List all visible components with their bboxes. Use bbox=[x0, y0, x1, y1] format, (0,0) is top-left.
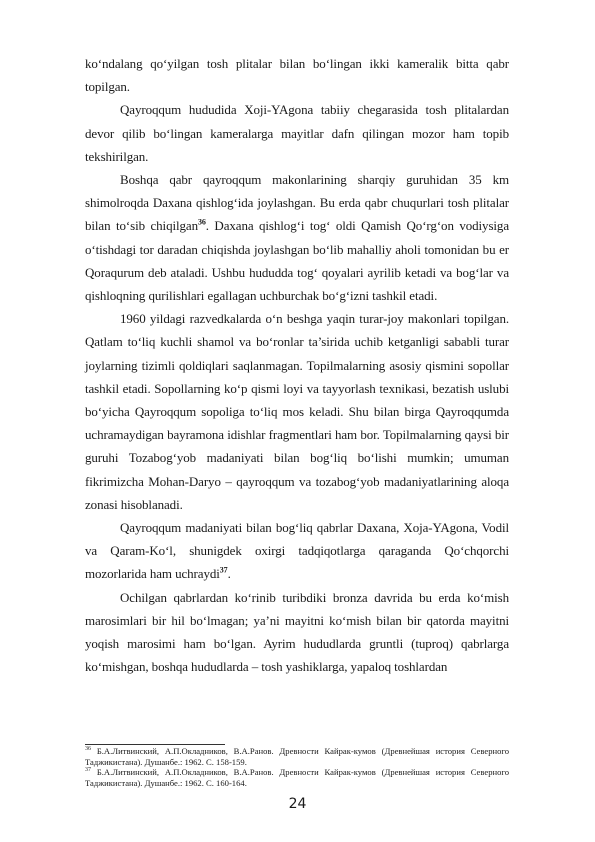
body-text bbox=[85, 52, 509, 678]
footnote-number: 36 bbox=[85, 746, 91, 753]
paragraph-text: . Daxana qishlog‘i tog‘ oldi Qamish Qo‘rg‘on vodiysiga o‘tishdagi tor daradan chiqishda joylashgan bo‘lib mahalliy aholi tomonidan bu er Qoraqurum deb ataladi. Ushbu hududda tog‘ qoyalari ayrilib ketadi va bog‘lar va qishloqning qurilishlari egallagan uchburchak bo‘g‘izni tashkil etadi. bbox=[85, 218, 509, 304]
paragraph-text: Qayroqqum madaniyati bilan bog‘liq qabrlar Daxana, Xoja-YAgona, Vodil va Qaram-Ko‘l, shunigdek oxirgi tadqiqotlarga qaraganda Qo‘chqorchi mozorlarida ham uchraydi bbox=[85, 520, 509, 582]
footnotes bbox=[85, 746, 509, 788]
paragraph: ko‘ndalang qo‘yilgan tosh plitalar bilan bo‘lingan ikki kameralik bitta qabr topilgan. bbox=[85, 56, 509, 95]
paragraph: Ochilgan qabrlardan ko‘rinib turibdiki bronza davrida bu erda ko‘mish marosimlari bir hil bo‘lmagan; ya’ni mayitni ko‘mish bilan bir qatorda mayitni yoqish marosimi ham bo‘lgan. Ayrim hududlarda gruntli (tuproq) qabrlarga ko‘mishgan, boshqa hududlarda – tosh yashiklarga, yapaloq toshlardan bbox=[85, 589, 509, 675]
footnote bbox=[85, 767, 509, 788]
footnote-text: Б.А.Литвинский, А.П.Окладников, В.А.Ранов. Древности Кайрак-кумов (Древнейшая история Северного Таджикистана). Душанбе.: 1962. С. 160-164. bbox=[85, 767, 509, 788]
footnote-ref[interactable]: 36 bbox=[197, 218, 206, 228]
page-number: 24 bbox=[288, 796, 307, 812]
paragraph-text: Boshqa qabr qayroqqum makonlarining sharqiy guruhidan 35 km shimolroqda Daxana qishlog‘ida joylashgan. Bu erda qabr chuqurlari tosh plitalar bilan to‘sib chiqilgan bbox=[85, 172, 509, 234]
footnote-ref[interactable]: 37 bbox=[219, 566, 228, 576]
footnote-separator bbox=[85, 744, 225, 745]
paragraph bbox=[85, 516, 509, 586]
footnote bbox=[85, 746, 509, 767]
footnote-text: Б.А.Литвинский, А.П.Окладников, В.А.Ранов. Древности Кайрак-кумов (Древнейшая история Северного Таджикистана). Душанбе.: 1962. С. 158-159. bbox=[85, 746, 509, 767]
paragraph bbox=[85, 168, 509, 307]
footnote-number: 37 bbox=[85, 767, 91, 774]
paragraph-text: . bbox=[227, 566, 231, 582]
paragraph: Qayroqqum hududida Xoji-YAgona tabiiy chegarasida tosh plitalardan devor qilib bo‘lingan kameralarga mayitlar dafn qilingan mozor ham topib tekshirilgan. bbox=[85, 102, 509, 164]
paragraph: 1960 yildagi razvedkalarda o‘n beshga yaqin turar-joy makonlari topilgan. Qatlam to‘liq kuchli shamol va bo‘ronlar ta’sirida uchib ketganligi sababli turar joylarning tizimli qoldiqlari saqlanmagan. Topilmalarning asosiy qismini sopollar tashkil etadi. Sopollarning ko‘p qismi loyi va tayyorlash texnikasi, bezatish uslubi bo‘yicha Qayroqqum sopoliga to‘liq mos keladi. Shu bilan birga Qayroqqumda uchramaydigan bayramona idishlar fragmentlari ham bor. Topilmalarning qaysi bir guruhi Tozabog‘yob madaniyati bilan bog‘liq bo‘lishi mumkin; umuman fikrimizcha Mohan-Daryo – qayroqqum va tozabog‘yob madaniyatlarining aloqa zonasi hisoblanadi. bbox=[85, 311, 509, 512]
